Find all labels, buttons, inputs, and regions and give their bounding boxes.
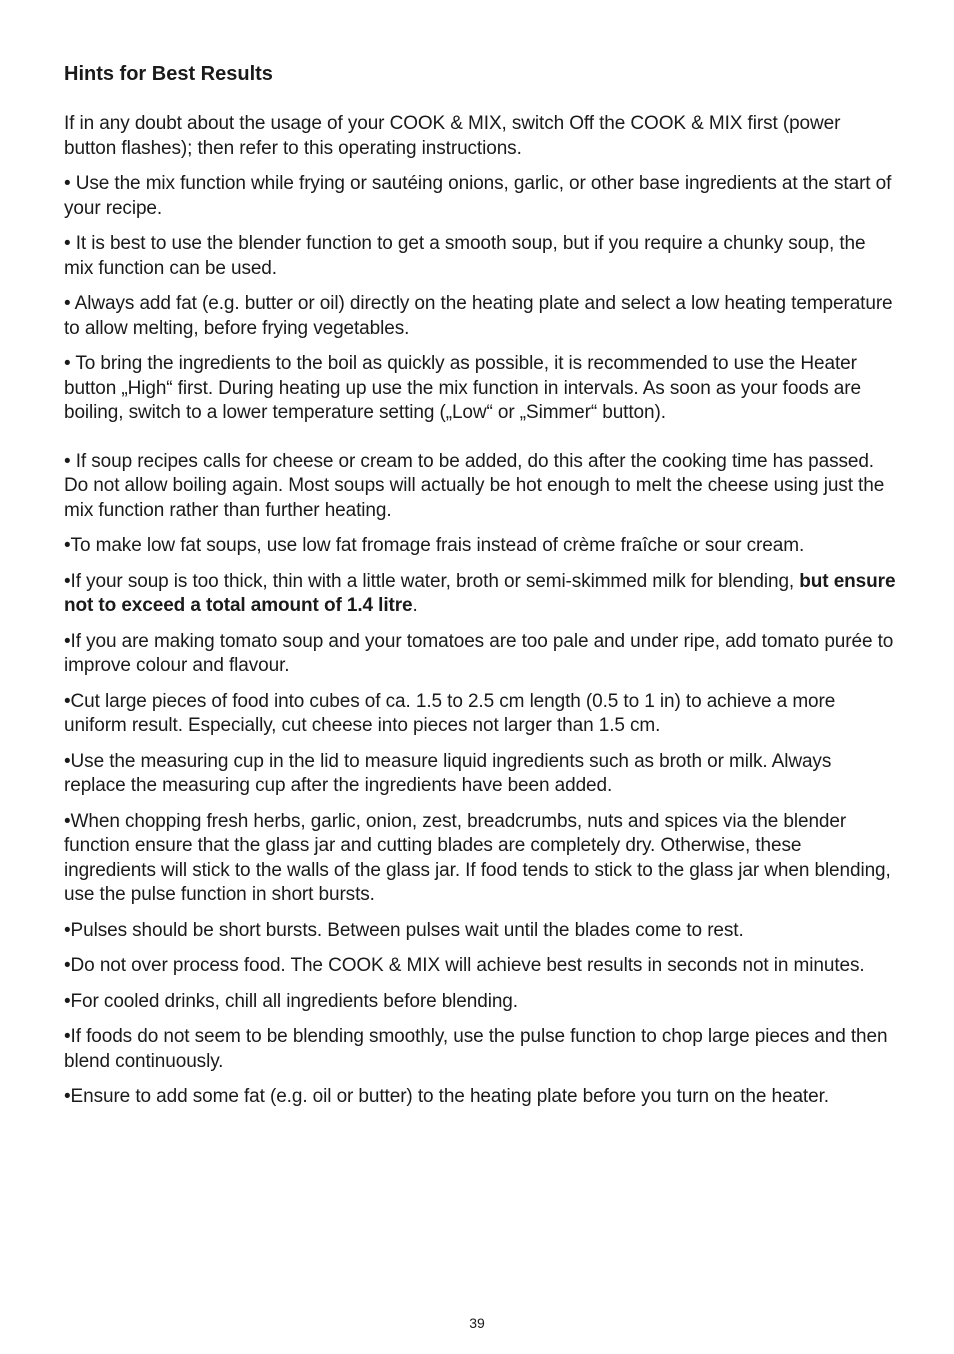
hint-measuring-cup: •Use the measuring cup in the lid to measure liquid ingredients such as broth or milk. Always replace the measuring cup after the ingredients have been added. xyxy=(64,750,832,796)
hint-blending-smoothly: •If foods do not seem to be blending smoothly, use the pulse function to chop large pieces and then blend continuously. xyxy=(64,1026,888,1072)
hint-low-fat: •To make low fat soups, use low fat fromage frais instead of crème fraîche or sour cream. xyxy=(64,535,805,556)
hint-mix-function: • Use the mix function while frying or sautéing onions, garlic, or other base ingredients at the start of your recipe. xyxy=(64,173,892,219)
hint-thick-soup-end: . xyxy=(412,595,418,616)
hint-add-fat: • Always add fat (e.g. butter or oil) directly on the heating plate and select a low heating temperature to allow melting, before frying vegetables. xyxy=(64,293,893,339)
page-title: Hints for Best Results xyxy=(64,63,273,85)
hint-fat-heater: •Ensure to add some fat (e.g. oil or butter) to the heating plate before you turn on the heater. xyxy=(64,1086,829,1107)
hint-cheese-cream: • If soup recipes calls for cheese or cream to be added, do this after the cooking time has passed. Do not allow boiling again. Most soups will actually be hot enough to melt the cheese using just the mix function rather than further heating. xyxy=(64,450,885,521)
hint-boil-quickly: • To bring the ingredients to the boil as quickly as possible, it is recommended to use the Heater button „High“ first. During heating up use the mix function in intervals. As soon as your foods are boiling, switch to a lower temperature setting („Low“ or „Simmer“ button). xyxy=(64,353,861,423)
page-number: 39 xyxy=(469,1315,485,1331)
hint-thick-soup-text: •If your soup is too thick, thin with a little water, broth or semi-skimmed milk for blending, xyxy=(64,570,800,592)
hint-blender-soup: • It is best to use the blender function to get a smooth soup, but if you require a chunky soup, the mix function can be used. xyxy=(64,233,866,279)
hint-chopping-herbs: •When chopping fresh herbs, garlic, onion, zest, breadcrumbs, nuts and spices via the blender function ensure that the glass jar and cutting blades are completely dry. Otherwise, these ingredients will stick to the walls of the glass jar. If food tends to stick to the glass jar when blending, use the pulse function in short bursts. xyxy=(64,810,891,905)
hint-tomato-soup: •If you are making tomato soup and your tomatoes are too pale and under ripe, add tomato purée to improve colour and flavour. xyxy=(64,630,894,676)
intro-paragraph: If in any doubt about the usage of your COOK & MIX, switch Off the COOK & MIX first (power button flashes); then refer to this operating instructions. xyxy=(64,113,841,159)
hint-thick-soup-warning: but ensure not to exceed a total amount of 1.4 litre xyxy=(64,570,896,616)
hint-over-process: •Do not over process food. The COOK & MIX will achieve best results in seconds not in minutes. xyxy=(64,955,865,976)
document-page xyxy=(64,60,896,1121)
hint-pulses: •Pulses should be short bursts. Between pulses wait until the blades come to rest. xyxy=(64,919,744,941)
hint-cut-cubes: •Cut large pieces of food into cubes of ca. 1.5 to 2.5 cm length (0.5 to 1 in) to achieve a more uniform result. Especially, cut cheese into pieces not larger than 1.5 cm. xyxy=(64,690,836,736)
hint-cooled-drinks: •For cooled drinks, chill all ingredients before blending. xyxy=(64,990,518,1012)
hint-thick-soup xyxy=(64,570,896,619)
